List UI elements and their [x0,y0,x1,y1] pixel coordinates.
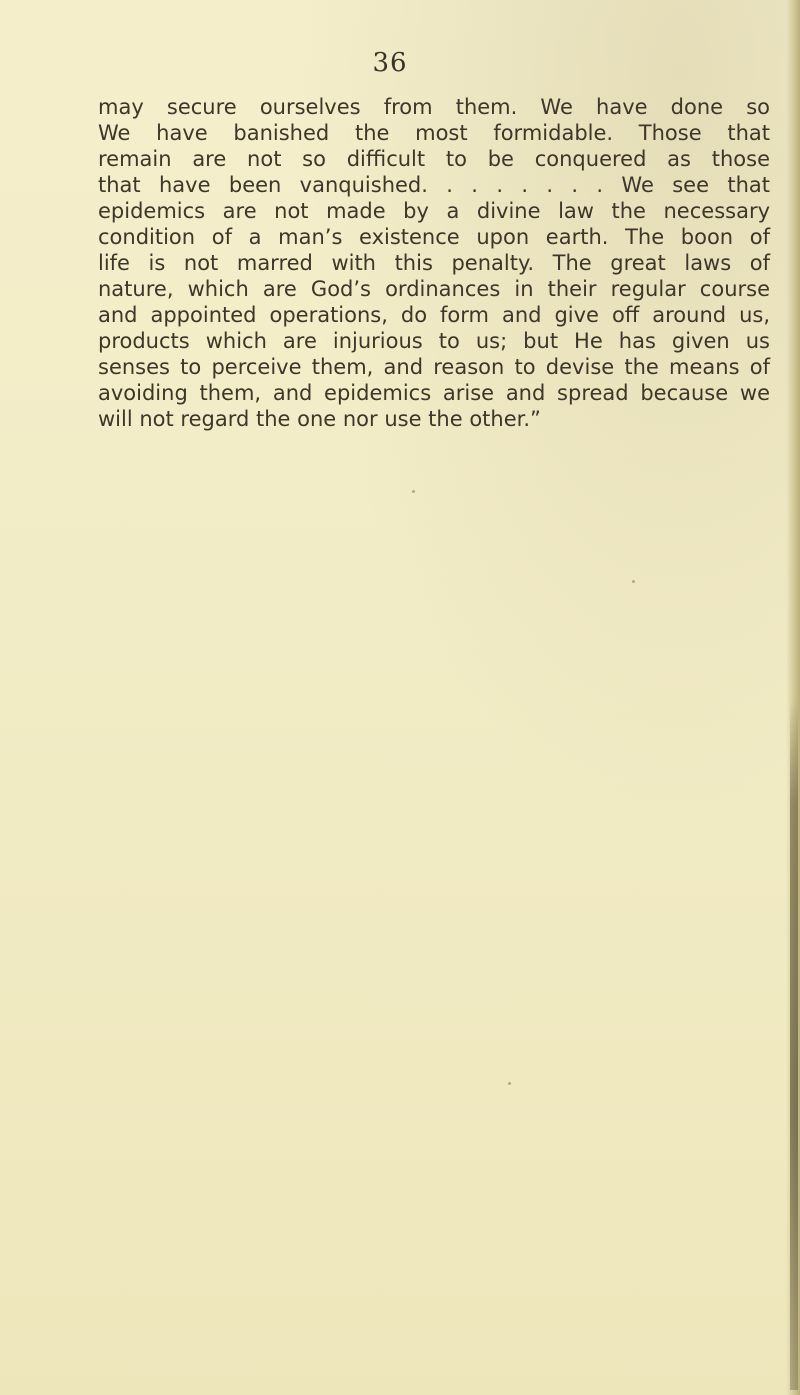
text-line: and appointed operations, do form and give off around us, [98,303,770,327]
text-line: that have been vanquished. . . . . . . . We see that [98,173,770,197]
text-line: life is not marred with this penalty. The great laws of [98,251,770,275]
paper-speck [412,490,415,493]
text-line: products which are injurious to us; but He has given us [98,329,770,353]
text-line: avoiding them, and epidemics arise and spread because we [98,381,770,405]
text-line: epidemics are not made by a divine law the necessary [98,199,770,223]
text-line: will not regard the one nor use the other.” [98,407,541,431]
paper-speck [632,580,635,583]
text-line: We have banished the most formidable. Those that [98,121,770,145]
text-line: remain are not so difficult to be conquered as those [98,147,770,171]
text-line: may secure ourselves from them. We have done so [98,95,770,119]
text-line: condition of a man’s existence upon earth. The boon of [98,225,770,249]
text-line: senses to perceive them, and reason to devise the means of [98,355,770,379]
body-paragraph [98,94,770,432]
page-number: 36 [372,48,408,78]
paper-speck [508,1082,511,1085]
text-line: nature, which are God’s ordinances in their regular course [98,277,770,301]
page-edge-dark-band [790,700,798,1390]
